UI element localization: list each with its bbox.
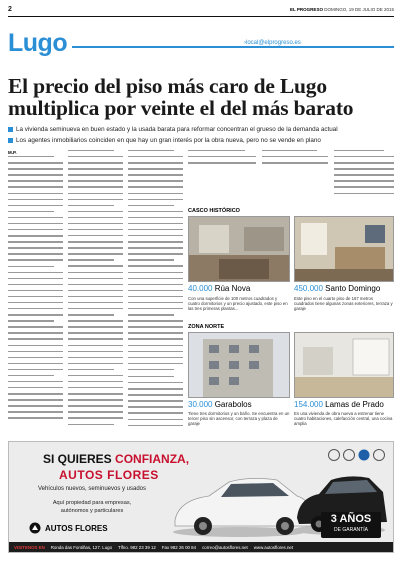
warranty-badge — [321, 512, 381, 538]
text-line — [128, 332, 183, 333]
text-line — [68, 296, 123, 297]
text-line — [68, 387, 123, 388]
text-line — [8, 229, 63, 230]
text-line — [68, 424, 114, 425]
text-line — [8, 290, 63, 291]
warranty-text: DE GARANTÍA — [334, 527, 368, 533]
building-photo-icon — [189, 333, 290, 398]
text-line — [8, 405, 63, 406]
text-line — [68, 338, 123, 339]
body-text-lines — [68, 150, 123, 425]
text-line — [8, 235, 63, 236]
text-line — [334, 180, 394, 181]
listing-photo-lamas-de-prado — [294, 332, 394, 398]
text-line — [128, 217, 183, 218]
text-line — [8, 156, 54, 157]
text-line — [8, 296, 63, 297]
text-line — [8, 180, 63, 181]
text-line — [128, 241, 183, 242]
text-line — [262, 162, 328, 163]
text-line — [8, 417, 63, 418]
text-line — [8, 266, 54, 267]
subhead-1 — [8, 126, 338, 133]
text-line — [128, 357, 183, 358]
text-line — [68, 235, 123, 236]
publication-name: EL PROGRESO — [290, 7, 323, 12]
text-line — [8, 393, 63, 394]
text-line — [8, 351, 63, 352]
autos-flores-logo-icon — [29, 522, 41, 534]
text-line — [68, 290, 123, 291]
text-line — [188, 162, 256, 163]
ad-footer-email[interactable]: correo@autosflores.net — [202, 544, 248, 550]
text-line — [68, 265, 123, 266]
text-line — [128, 296, 183, 297]
square-bullet-icon — [8, 127, 13, 132]
listing-price-rua-nova — [188, 284, 250, 293]
text-line — [68, 381, 123, 382]
warranty-years: 3 AÑOS — [330, 513, 372, 525]
text-line — [68, 357, 123, 358]
section-title: Lugo — [8, 29, 68, 57]
text-line — [68, 253, 123, 254]
page-number: 2 — [8, 6, 12, 13]
text-line — [128, 425, 183, 426]
listing-photo-santo-domingo — [294, 216, 394, 282]
text-line — [8, 357, 63, 358]
text-line — [262, 156, 328, 157]
text-line — [334, 162, 394, 163]
text-line — [188, 156, 256, 157]
ad-brand-name: AUTOS FLORES — [45, 523, 108, 533]
headline: El precio del piso más caro de Lugo multiplica por veinte el del más barato — [8, 74, 354, 120]
text-line — [128, 150, 174, 151]
byline: M.P. — [8, 150, 17, 155]
text-line — [8, 278, 63, 279]
text-line — [128, 186, 183, 187]
ad-tagline-1: Vehículos nuevos, seminuevos y usados — [37, 486, 147, 492]
text-line — [8, 338, 63, 339]
text-line — [128, 400, 183, 401]
text-line — [68, 326, 123, 327]
text-line — [8, 345, 63, 346]
text-line — [128, 320, 183, 321]
text-line — [68, 186, 123, 187]
text-line — [128, 394, 183, 395]
listing-caption-santo-domingo: Este piso en el cuarto piso de 167 metros cuadrados tiene algunas zonas exteriores, terraza y garaje — [294, 296, 393, 312]
text-line — [128, 265, 183, 266]
text-line — [334, 193, 394, 194]
listing-caption-lamas-de-prado: Es una vivienda de obra nueva a estrenar tiene cuatro habitaciones, calefacción central, una cocina amplia — [294, 411, 393, 427]
text-line — [188, 150, 245, 151]
ad-tagline-2: Aquí propiedad para empresas, — [52, 500, 132, 506]
text-line — [128, 156, 183, 157]
price-value: 450.000 — [294, 284, 323, 293]
text-line — [128, 388, 183, 389]
section-rule — [72, 46, 394, 48]
text-line — [8, 186, 63, 187]
body-text-lines — [8, 156, 63, 419]
text-line — [128, 326, 183, 327]
text-line — [128, 247, 183, 248]
text-line — [68, 302, 123, 303]
text-line — [128, 345, 183, 346]
text-line — [68, 272, 123, 273]
text-line — [128, 235, 183, 236]
street-name: Lamas de Prado — [325, 400, 384, 409]
ad-headline-1 — [43, 452, 189, 466]
text-line — [68, 411, 123, 412]
body-column-4 — [188, 150, 256, 170]
publication-date: DOMINGO, 19 DE JULIO DE 2015 — [324, 7, 394, 12]
text-line — [8, 302, 63, 303]
text-line — [8, 174, 63, 175]
text-line — [68, 259, 114, 260]
listing-price-santo-domingo — [294, 284, 380, 293]
living-room-photo-icon — [295, 217, 394, 282]
text-line — [8, 375, 54, 376]
text-line — [128, 351, 183, 352]
text-line — [68, 199, 123, 200]
text-line — [68, 308, 123, 309]
text-line — [128, 419, 183, 420]
arrow-icon: › — [244, 40, 246, 46]
text-line — [8, 284, 63, 285]
text-line — [68, 375, 123, 376]
square-bullet-icon — [8, 138, 13, 143]
text-line — [8, 193, 63, 194]
listing-price-lamas-de-prado — [294, 400, 384, 409]
ad-footer-label: VISITENOS EN — [14, 544, 45, 550]
text-line — [8, 308, 63, 309]
ad-headline-1-black: SI QUIERES — [43, 452, 112, 466]
text-line — [128, 253, 183, 254]
text-line — [334, 168, 394, 169]
autos-flores-ad[interactable] — [8, 441, 394, 553]
subhead-2-text: Los agentes inmobiliarios coinciden en que hay un gran interés por la obra nueva, pero no se vende en plano — [16, 137, 321, 144]
text-line — [68, 211, 123, 212]
body-column-5 — [262, 150, 328, 170]
text-line — [8, 241, 63, 242]
text-line — [128, 259, 174, 260]
text-line — [8, 326, 63, 327]
text-line — [128, 412, 183, 413]
text-line — [68, 150, 114, 151]
text-line — [68, 205, 114, 206]
body-column-6 — [334, 150, 394, 202]
text-line — [8, 314, 63, 315]
body-text-lines — [188, 150, 256, 164]
text-line — [128, 229, 183, 230]
text-line — [68, 417, 123, 418]
text-line — [128, 284, 183, 285]
text-line — [334, 186, 394, 187]
text-line — [334, 174, 394, 175]
text-line — [8, 199, 63, 200]
text-line — [128, 174, 183, 175]
text-line — [128, 338, 183, 339]
street-name: Rúa Nova — [214, 284, 251, 293]
text-line — [8, 363, 63, 364]
box-casco-label: CASCO HISTÓRICO — [188, 208, 240, 214]
text-line — [68, 217, 123, 218]
kitchen-photo-icon — [189, 217, 290, 282]
section-email-text: local@elprogreso.es — [246, 40, 301, 46]
text-line — [128, 314, 174, 315]
text-line — [8, 162, 63, 163]
text-line — [8, 411, 63, 412]
text-line — [128, 278, 183, 279]
text-line — [128, 406, 183, 407]
ad-footer-address: Ronda das Fontiñas, 127. Lugo — [50, 544, 113, 550]
ad-footer-phone[interactable]: Tlfno. 982 23 39 12 — [118, 544, 156, 550]
ad-headline-2: AUTOS FLORES — [59, 468, 159, 482]
text-line — [68, 180, 123, 181]
listing-caption-garabolos: Tiene tres dormitorios y un baño. Se encuentra en un tercer piso sin ascensor, con terraza y plaza de garaje — [188, 411, 290, 427]
text-line — [68, 284, 123, 285]
text-line — [8, 247, 63, 248]
text-line — [8, 381, 63, 382]
text-line — [128, 290, 183, 291]
text-line — [8, 253, 63, 254]
folio-info — [290, 7, 394, 12]
text-line — [68, 156, 123, 157]
text-line — [128, 223, 183, 224]
text-line — [8, 272, 63, 273]
price-value: 40.000 — [188, 284, 213, 293]
text-line — [128, 376, 174, 377]
text-line — [128, 199, 183, 200]
text-line — [8, 332, 63, 333]
text-line — [68, 241, 123, 242]
text-line — [128, 369, 174, 370]
text-line — [8, 320, 54, 321]
text-line — [68, 247, 123, 248]
listing-caption-rua-nova: Con una superficie de 100 metros cuadrados y cuatro dormitorios y un precio ajustado, este piso en las tres primeras plantas... — [188, 296, 288, 312]
text-line — [68, 393, 123, 394]
text-line — [68, 369, 114, 370]
text-line — [8, 211, 54, 212]
text-line — [8, 205, 63, 206]
text-line — [128, 363, 183, 364]
car-brand-logos-icon — [327, 448, 387, 462]
text-line — [68, 229, 123, 230]
section-email[interactable] — [240, 40, 305, 46]
text-line — [334, 156, 394, 157]
body-text-lines — [128, 150, 183, 370]
text-line — [68, 278, 123, 279]
price-value: 30.000 — [188, 400, 213, 409]
text-line — [128, 272, 183, 273]
subhead-1-text: La vivienda seminueva en buen estado y la usada barata para reformar concentran el grueso de la demanda actual — [16, 126, 338, 133]
interior-photo-icon — [295, 333, 394, 398]
text-line — [68, 405, 123, 406]
text-line — [68, 314, 114, 315]
ad-tagline-3: autónomos y particulares — [60, 508, 124, 514]
ad-footer — [9, 542, 393, 552]
text-line — [128, 382, 183, 383]
text-line — [334, 150, 384, 151]
ad-headline-1-red: CONFIANZA, — [115, 452, 190, 466]
text-line — [8, 399, 63, 400]
text-line — [68, 332, 123, 333]
text-line — [128, 162, 183, 163]
body-text-lines — [262, 150, 328, 164]
listing-photo-garabolos — [188, 332, 290, 398]
body-text-lines — [128, 376, 183, 426]
top-rule — [8, 16, 394, 17]
text-line — [128, 205, 174, 206]
street-name: Santo Domingo — [325, 284, 381, 293]
listing-price-garabolos — [188, 400, 252, 409]
text-line — [128, 168, 183, 169]
text-line — [128, 308, 183, 309]
text-line — [8, 387, 63, 388]
text-line — [8, 259, 63, 260]
text-line — [262, 150, 317, 151]
body-column-2 — [68, 150, 123, 434]
body-column-3b — [128, 376, 183, 436]
body-text-lines — [334, 150, 394, 194]
text-line — [68, 351, 123, 352]
street-name: Garabolos — [214, 400, 252, 409]
text-line — [8, 217, 63, 218]
text-line — [8, 369, 63, 370]
text-line — [68, 174, 123, 175]
text-line — [128, 193, 183, 194]
text-line — [68, 320, 123, 321]
text-line — [68, 193, 123, 194]
ad-brand — [29, 522, 108, 534]
box-zona-label: ZONA NORTE — [188, 324, 225, 330]
text-line — [8, 223, 63, 224]
body-column-1 — [8, 150, 63, 434]
listing-photo-rua-nova — [188, 216, 290, 282]
text-line — [8, 168, 63, 169]
text-line — [68, 223, 123, 224]
text-line — [128, 180, 183, 181]
text-line — [128, 211, 183, 212]
text-line — [68, 399, 123, 400]
text-line — [68, 363, 123, 364]
ad-footer-fax: Fax 982 26 00 84 — [161, 544, 197, 550]
text-line — [68, 168, 123, 169]
text-line — [68, 345, 123, 346]
price-value: 154.000 — [294, 400, 323, 409]
text-line — [128, 302, 183, 303]
text-line — [68, 162, 123, 163]
ad-footer-web[interactable]: www.autosflores.net — [253, 544, 294, 550]
subhead-2 — [8, 137, 321, 144]
